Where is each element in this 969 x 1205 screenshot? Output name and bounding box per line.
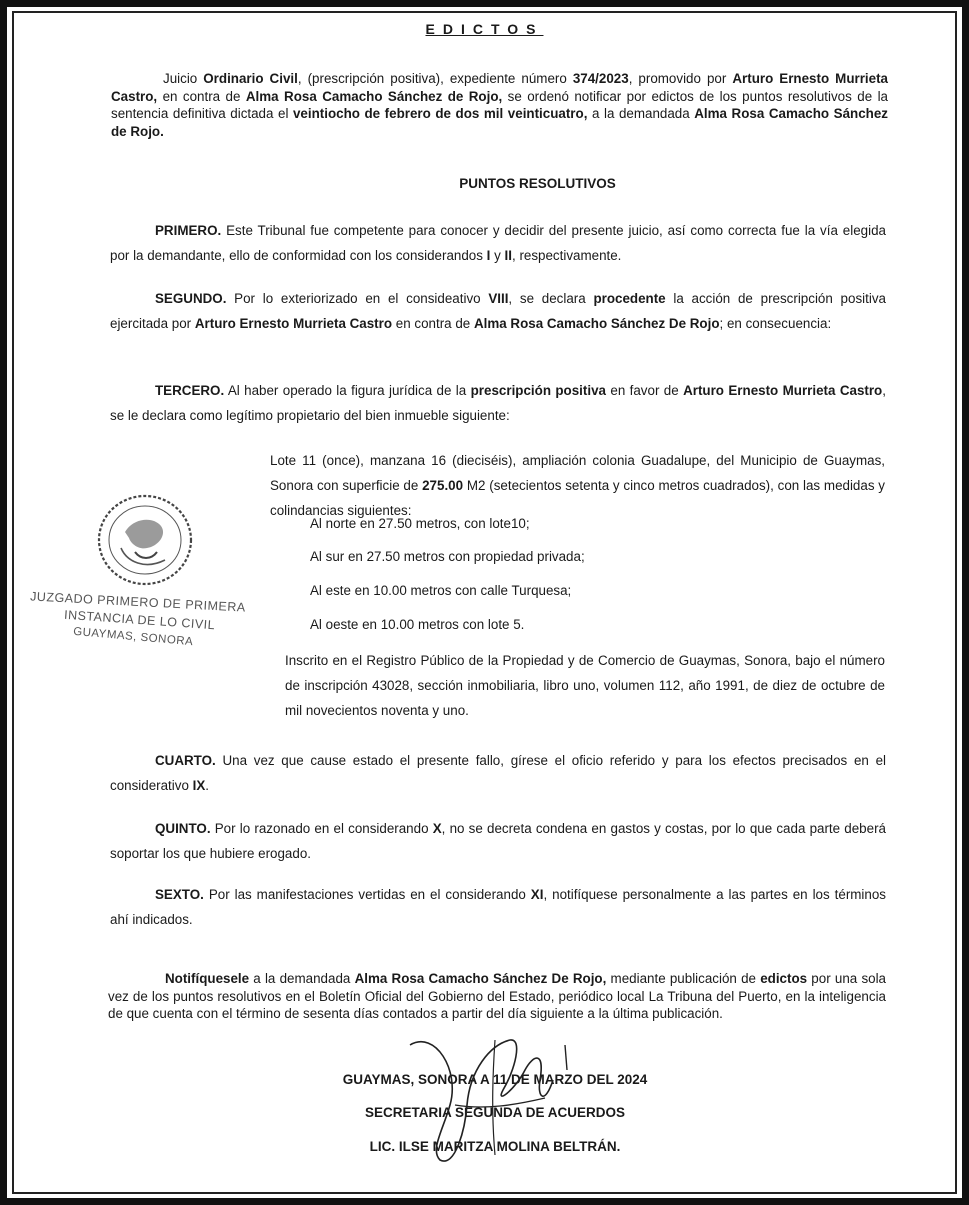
seal-text-line-2: INSTANCIA DE LO CIVIL — [63, 607, 216, 633]
resolutivo-quinto: QUINTO. Por lo razonado en el considerando X, no se decreta condena en gastos y costas, por lo que cada parte deberá soportar los que hubiere erogado. — [110, 821, 886, 861]
section-heading: PUNTOS RESOLUTIVOS — [459, 176, 616, 191]
resolutivo-primero: PRIMERO. Este Tribunal fue competente para conocer y decidir del presente juicio, así como correcta fue la vía elegida por la demandante, ello de conformidad con los considerandos I y II, respectivamente. — [110, 223, 886, 263]
resolutivo-sexto: SEXTO. Por las manifestaciones vertidas en el considerando XI, notifíquese personalmente a las partes en los términos ahí indicados. — [110, 887, 886, 927]
intro-paragraph: Juicio Ordinario Civil, (prescripción positiva), expediente número 374/2023, promovido por Arturo Ernesto Murrieta Castro, en contra de Alma Rosa Camacho Sánchez de Rojo, se ordenó notificar por edictos de los puntos resolutivos de la sentencia definitiva dictada el veintiocho de febrero de dos mil veinticuatro, a la demandada Alma Rosa Camacho Sánchez de Rojo. — [111, 71, 888, 139]
signature-name: LIC. ILSE MARITZA MOLINA BELTRÁN. — [369, 1139, 621, 1154]
resolutivo-tercero: TERCERO. Al haber operado la figura jurídica de la prescripción positiva en favor de Arturo Ernesto Murrieta Castro, se le declara como legítimo propietario del bien inmueble siguiente: — [110, 383, 886, 423]
document-title: EDICTOS — [425, 21, 544, 37]
lote-description: Lote 11 (once), manzana 16 (dieciséis), ampliación colonia Guadalupe, del Municipio de Guaymas, Sonora con superficie de 275.00 M2 (setecientos setenta y cinco metros cuadrados), con las medidas y colindancias siguientes: — [270, 453, 885, 518]
resolutivo-segundo: SEGUNDO. Por lo exteriorizado en el consideativo VIII, se declara procedente la acción de prescripción positiva ejercitada por Arturo Ernesto Murrieta Castro en contra de Alma Rosa Camacho Sánchez De Rojo; en consecuencia: — [110, 291, 886, 331]
registro-inscripcion: Inscrito en el Registro Público de la Propiedad y de Comercio de Guaymas, Sonora, bajo el número de inscripción 43028, sección inmobiliaria, libro uno, volumen 112, año 1991, de diez de octubre de mil novecientos noventa y uno. — [285, 653, 885, 718]
seal-text-line-1: JUZGADO PRIMERO DE PRIMERA — [29, 589, 247, 615]
medida-este: Al este en 10.00 metros con calle Turquesa; — [310, 583, 572, 598]
medida-oeste: Al oeste en 10.00 metros con lote 5. — [310, 617, 525, 632]
medida-norte: Al norte en 27.50 metros, con lote10; — [310, 516, 530, 531]
signature-title: SECRETARIA SEGUNDA DE ACUERDOS — [364, 1105, 626, 1120]
notificacion-paragraph: Notifíquesele a la demandada Alma Rosa Camacho Sánchez De Rojo, mediante publicación de edictos por una sola vez de los puntos resolutivos en el Boletín Oficial del Gobierno del Estado, periódico local La Tribuna del Puerto, en la inteligencia de que cuenta con el término de sesenta días contados a partir del día siguiente a la última publicación. — [108, 971, 887, 1021]
resolutivo-cuarto: CUARTO. Una vez que cause estado el presente fallo, gírese el oficio referido y para los efectos precisados en el considerativo IX. — [110, 753, 886, 793]
handwritten-signature — [395, 1010, 595, 1170]
medida-sur: Al sur en 27.50 metros con propiedad privada; — [310, 549, 585, 564]
court-seal-emblem — [95, 492, 195, 588]
seal-text-line-3: GUAYMAS, SONORA — [72, 625, 194, 649]
signature-place-date: GUAYMAS, SONORA A 11 DE MARZO DEL 2024 — [342, 1072, 648, 1087]
